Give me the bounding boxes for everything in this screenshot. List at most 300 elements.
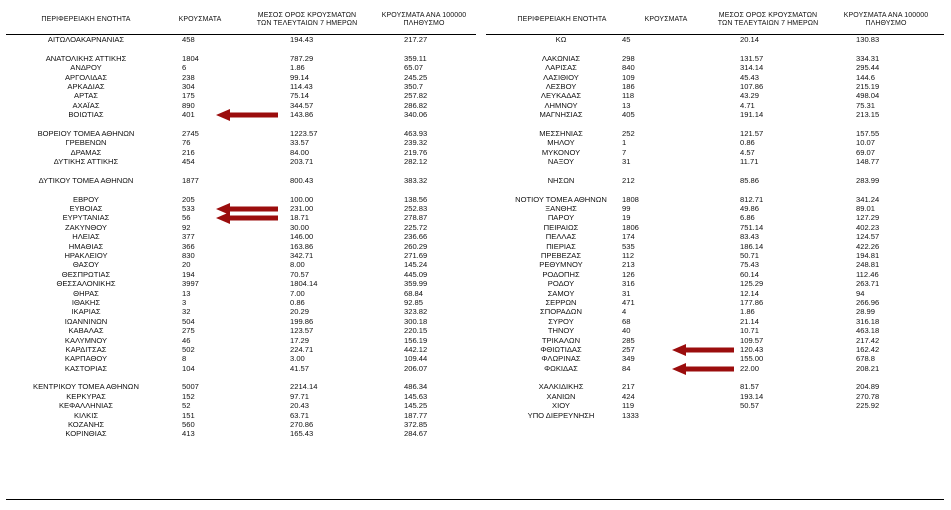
- cell-name: ΒΟΙΩΤΙΑΣ: [68, 110, 104, 120]
- cell-avg7: 12.14: [740, 288, 760, 298]
- cell-cases: 194: [182, 269, 195, 279]
- cell-name: ΚΑΡΔΙΤΣΑΣ: [65, 344, 107, 354]
- cell-cases: 13: [622, 100, 631, 110]
- table-row: [486, 204, 944, 213]
- cell-name: ΛΕΣΒΟΥ: [545, 81, 577, 91]
- cell-name: ΑΙΤΩΛΟΑΚΑΡΝΑΝΙΑΣ: [47, 35, 125, 44]
- left-table-body: [6, 35, 476, 439]
- cell-avg7: 7.00: [290, 288, 305, 298]
- cell-avg7: 85.86: [740, 175, 760, 185]
- cell-avg7: 194.43: [290, 35, 314, 44]
- cell-per100k: 263.71: [856, 279, 880, 289]
- cell-cases: 533: [182, 204, 195, 214]
- cell-per100k: 257.82: [404, 91, 428, 101]
- header-avg7-line1: ΜΕΣΟΣ ΟΡΟΣ ΚΡΟΥΣΜΑΤΩΝ: [257, 12, 357, 19]
- cell-avg7: 1804.14: [290, 279, 318, 289]
- cell-cases: 19: [622, 213, 631, 223]
- cell-cases: 151: [182, 410, 195, 420]
- cell-cases: 316: [622, 279, 635, 289]
- table-row: [6, 270, 476, 279]
- cell-cases: 31: [622, 288, 631, 298]
- table-row: [486, 382, 944, 391]
- cell-avg7: 50.71: [740, 250, 760, 260]
- cell-cases: 52: [182, 401, 191, 411]
- cell-avg7: 344.57: [290, 100, 314, 110]
- cell-avg7: 120.43: [740, 344, 764, 354]
- cell-avg7: 177.86: [740, 297, 764, 307]
- header-per100k-line1: ΚΡΟΥΣΜΑΤΑ ΑΝΑ 100000: [381, 12, 467, 19]
- table-row: [6, 242, 476, 251]
- cell-avg7: 155.00: [740, 354, 764, 364]
- table-row: [486, 270, 944, 279]
- cell-name: ΛΗΜΝΟΥ: [544, 100, 578, 110]
- cell-avg7: 0.86: [290, 297, 305, 307]
- table-row: [486, 82, 944, 91]
- spacer-row: [6, 166, 476, 175]
- cell-avg7: 60.14: [740, 269, 760, 279]
- cell-per100k: 92.85: [404, 297, 424, 307]
- table-row: [486, 326, 944, 335]
- cell-name: ΤΡΙΚΑΛΩΝ: [541, 335, 581, 345]
- cell-per100k: 260.29: [404, 241, 428, 251]
- table-row: [6, 420, 476, 429]
- table-row: [6, 382, 476, 391]
- cell-name: ΧΙΟΥ: [552, 401, 570, 411]
- table-row: [486, 91, 944, 100]
- header-per100k: [374, 12, 474, 28]
- table-row: [6, 298, 476, 307]
- cell-per100k: 28.99: [856, 307, 876, 317]
- table-row: [6, 129, 476, 138]
- cell-per100k: 112.46: [856, 269, 879, 279]
- cell-per100k: 442.12: [404, 344, 428, 354]
- cell-cases: 7: [622, 147, 627, 157]
- cell-name: ΣΠΟΡΑΔΩΝ: [540, 307, 582, 317]
- header-region: ΠΕΡΙΦΕΡΕΙΑΚΗ ΕΝΟΤΗΤΑ: [41, 16, 131, 23]
- cell-avg7: 314.14: [740, 63, 764, 73]
- table-row: [6, 54, 476, 63]
- cell-cases: 238: [182, 72, 195, 82]
- cell-cases: 377: [182, 232, 195, 242]
- cell-cases: 405: [622, 110, 635, 120]
- cell-avg7: 812.71: [740, 194, 764, 204]
- table-row: [486, 232, 944, 241]
- cell-per100k: 295.44: [856, 63, 880, 73]
- cell-avg7: 2214.14: [290, 382, 318, 392]
- cell-cases: 205: [182, 194, 195, 204]
- cell-name: ΛΑΡΙΣΑΣ: [545, 63, 577, 73]
- cell-per100k: 208.21: [856, 363, 880, 373]
- cell-per100k: 239.32: [404, 138, 428, 148]
- cell-name: ΔΥΤΙΚΗΣ ΑΤΤΙΚΗΣ: [53, 157, 119, 167]
- cell-name: ΒΟΡΕΙΟΥ ΤΟΜΕΑ ΑΘΗΝΩΝ: [37, 128, 135, 138]
- cell-avg7: 107.86: [740, 81, 764, 91]
- cell-name: ΠΕΙΡΑΙΩΣ: [543, 222, 579, 232]
- cell-per100k: 225.92: [856, 401, 880, 411]
- cell-per100k: 283.99: [856, 175, 880, 185]
- cell-cases: 401: [182, 110, 195, 120]
- cell-per100k: 278.87: [404, 213, 428, 223]
- cell-cases: 298: [622, 53, 635, 63]
- table-row: [6, 73, 476, 82]
- cell-per100k: 340.06: [404, 110, 428, 120]
- cell-name: ΛΑΣΙΘΙΟΥ: [543, 72, 579, 82]
- cell-cases: 366: [182, 241, 195, 251]
- table-row: [6, 317, 476, 326]
- cell-name: ΞΑΝΘΗΣ: [545, 204, 577, 214]
- cell-per100k: 334.31: [856, 53, 880, 63]
- cell-avg7: 6.86: [740, 213, 755, 223]
- cell-name: ΠΙΕΡΙΑΣ: [546, 241, 576, 251]
- cell-name: ΥΠΟ ΔΙΕΡΕΥΝΗΣΗ: [527, 410, 595, 420]
- cell-per100k: 445.09: [404, 269, 428, 279]
- cell-per100k: 219.76: [404, 147, 428, 157]
- table-row: [6, 35, 476, 44]
- cell-avg7: 1.86: [740, 307, 755, 317]
- table-row: [6, 401, 476, 410]
- cell-cases: 6: [182, 63, 187, 73]
- right-table: [486, 8, 944, 420]
- left-table-header: [6, 8, 476, 35]
- table-row: [6, 91, 476, 100]
- cell-per100k: 145.25: [404, 401, 428, 411]
- cell-name: ΚΟΖΑΝΗΣ: [67, 420, 105, 430]
- cell-name: ΚΕΝΤΡΙΚΟΥ ΤΟΜΕΑ ΑΘΗΝΩΝ: [33, 382, 139, 392]
- table-row: [486, 157, 944, 166]
- cell-per100k: 486.34: [404, 382, 428, 392]
- table-row: [6, 138, 476, 147]
- cell-name: ΑΡΓΟΛΙΔΑΣ: [64, 72, 108, 82]
- cell-cases: 92: [182, 222, 191, 232]
- cell-cases: 68: [622, 316, 631, 326]
- cell-name: ΘΕΣΠΡΩΤΙΑΣ: [61, 269, 111, 279]
- cell-avg7: 3.00: [290, 354, 305, 364]
- cell-per100k: 68.84: [404, 288, 424, 298]
- cell-name: ΤΗΝΟΥ: [547, 326, 575, 336]
- table-row: [6, 336, 476, 345]
- cell-per100k: 284.67: [404, 429, 428, 439]
- header-per100k-line1: ΚΡΟΥΣΜΑΤΑ ΑΝΑ 100000: [843, 12, 929, 19]
- cell-cases: 535: [622, 241, 635, 251]
- cell-name: ΝΗΣΩΝ: [547, 175, 575, 185]
- cell-cases: 84: [622, 363, 631, 373]
- cell-cases: 45: [622, 35, 631, 44]
- cell-avg7: 100.00: [290, 194, 314, 204]
- cell-avg7: 199.86: [290, 316, 314, 326]
- cell-cases: 13: [182, 288, 191, 298]
- table-row: [486, 213, 944, 222]
- cell-avg7: 1223.57: [290, 128, 318, 138]
- table-row: [486, 392, 944, 401]
- cell-per100k: 678.8: [856, 354, 876, 364]
- cell-cases: 2745: [182, 128, 199, 138]
- cell-avg7: 203.71: [290, 157, 314, 167]
- cell-per100k: 213.15: [856, 110, 880, 120]
- table-row: [486, 317, 944, 326]
- spacer-row: [6, 44, 476, 53]
- cell-name: ΚΑΛΥΜΝΟΥ: [64, 335, 108, 345]
- cell-name: ΜΑΓΝΗΣΙΑΣ: [539, 110, 583, 120]
- cell-avg7: 787.29: [290, 53, 314, 63]
- cell-avg7: 20.29: [290, 307, 310, 317]
- cell-cases: 5007: [182, 382, 199, 392]
- header-cases: ΚΡΟΥΣΜΑΤΑ: [178, 16, 222, 23]
- cell-cases: 175: [182, 91, 195, 101]
- highlight-arrow-icon: [672, 344, 736, 356]
- cell-name: ΛΑΚΩΝΙΑΣ: [541, 53, 581, 63]
- cell-cases: 424: [622, 391, 635, 401]
- cell-per100k: 498.04: [856, 91, 880, 101]
- cell-avg7: 109.57: [740, 335, 764, 345]
- cell-avg7: 231.00: [290, 204, 314, 214]
- cell-avg7: 4.71: [740, 100, 755, 110]
- table-row: [6, 345, 476, 354]
- cell-per100k: 215.19: [856, 81, 880, 91]
- table-row: [486, 63, 944, 72]
- cell-per100k: 463.93: [404, 128, 428, 138]
- cell-avg7: 75.14: [290, 91, 310, 101]
- cell-per100k: 220.15: [404, 326, 428, 336]
- cell-name: ΑΡΤΑΣ: [74, 91, 98, 101]
- cell-name: ΜΕΣΣΗΝΙΑΣ: [539, 128, 583, 138]
- cell-name: ΚΟΡΙΝΘΙΑΣ: [65, 429, 107, 439]
- table-row: [6, 429, 476, 438]
- cell-avg7: 8.00: [290, 260, 305, 270]
- cell-cases: 504: [182, 316, 195, 326]
- cell-name: ΓΡΕΒΕΝΩΝ: [65, 138, 107, 148]
- right-table-header: [486, 8, 944, 35]
- cell-name: ΦΩΚΙΔΑΣ: [544, 363, 578, 373]
- cell-name: ΛΕΥΚΑΔΑΣ: [540, 91, 582, 101]
- cell-avg7: 22.00: [740, 363, 760, 373]
- header-avg7-line2: ΤΩΝ ΤΕΛΕΥΤΑΙΩΝ 7 ΗΜΕΡΩΝ: [256, 20, 358, 27]
- table-row: [6, 326, 476, 335]
- cell-per100k: 127.29: [856, 213, 880, 223]
- cell-name: ΦΛΩΡΙΝΑΣ: [541, 354, 581, 364]
- cell-cases: 40: [622, 326, 631, 336]
- cell-avg7: 143.86: [290, 110, 314, 120]
- cell-per100k: 145.24: [404, 260, 428, 270]
- cell-cases: 119: [622, 401, 635, 411]
- cell-avg7: 800.43: [290, 175, 314, 185]
- cell-per100k: 75.31: [856, 100, 876, 110]
- table-row: [6, 392, 476, 401]
- table-row: [6, 289, 476, 298]
- cell-avg7: 165.43: [290, 429, 314, 439]
- table-row: [6, 364, 476, 373]
- cell-per100k: 245.25: [404, 72, 428, 82]
- cell-avg7: 4.57: [740, 147, 755, 157]
- cell-per100k: 422.26: [856, 241, 880, 251]
- cell-per100k: 217.27: [404, 35, 428, 44]
- cell-cases: 1806: [622, 222, 639, 232]
- cell-cases: 31: [622, 157, 631, 167]
- cell-avg7: 20.14: [740, 35, 760, 44]
- cell-name: ΣΑΜΟΥ: [547, 288, 575, 298]
- cell-name: ΗΛΕΙΑΣ: [72, 232, 100, 242]
- cell-cases: 20: [182, 260, 191, 270]
- cell-per100k: 225.72: [404, 222, 428, 232]
- cell-cases: 216: [182, 147, 195, 157]
- cell-per100k: 144.6: [856, 72, 876, 82]
- cell-per100k: 156.19: [404, 335, 428, 345]
- cell-per100k: 286.82: [404, 100, 428, 110]
- cell-avg7: 342.71: [290, 250, 314, 260]
- cell-avg7: 125.29: [740, 279, 764, 289]
- cell-cases: 252: [622, 128, 635, 138]
- cell-name: ΘΑΣΟΥ: [72, 260, 100, 270]
- cell-per100k: 341.24: [856, 194, 880, 204]
- header-avg7-line2: ΤΩΝ ΤΕΛΕΥΤΑΙΩΝ 7 ΗΜΕΡΩΝ: [717, 20, 819, 27]
- cell-avg7: 81.57: [740, 382, 760, 392]
- cell-avg7: 123.57: [290, 326, 314, 336]
- cell-cases: 285: [622, 335, 635, 345]
- table-row: [6, 176, 476, 185]
- cell-avg7: 41.57: [290, 363, 310, 373]
- table-row: [486, 289, 944, 298]
- spacer-row: [486, 120, 944, 129]
- cell-cases: 112: [622, 250, 635, 260]
- cell-cases: 76: [182, 138, 191, 148]
- cell-avg7: 193.14: [740, 391, 764, 401]
- cell-per100k: 162.42: [856, 344, 880, 354]
- spacer-row: [486, 185, 944, 194]
- cell-per100k: 372.85: [404, 420, 428, 430]
- cell-name: ΗΡΑΚΛΕΙΟΥ: [64, 250, 108, 260]
- cell-avg7: 191.14: [740, 110, 764, 120]
- cell-per100k: 316.18: [856, 316, 880, 326]
- header-cases: ΚΡΟΥΣΜΑΤΑ: [644, 16, 688, 23]
- table-row: [486, 148, 944, 157]
- cell-name: ΘΗΡΑΣ: [73, 288, 99, 298]
- cell-name: ΔΥΤΙΚΟΥ ΤΟΜΕΑ ΑΘΗΝΩΝ: [38, 175, 134, 185]
- cell-name: ΔΡΑΜΑΣ: [70, 147, 102, 157]
- cell-per100k: 271.69: [404, 250, 428, 260]
- spacer-row: [6, 373, 476, 382]
- cell-cases: 3997: [182, 279, 199, 289]
- cell-avg7: 50.57: [740, 401, 760, 411]
- cell-name: ΑΝΔΡΟΥ: [70, 63, 102, 73]
- cell-per100k: 300.18: [404, 316, 428, 326]
- cell-per100k: 130.83: [856, 35, 880, 44]
- cell-avg7: 224.71: [290, 344, 314, 354]
- cell-name: ΑΡΚΑΔΙΑΣ: [67, 81, 105, 91]
- cell-per100k: 270.78: [856, 391, 880, 401]
- cell-name: ΧΑΛΚΙΔΙΚΗΣ: [538, 382, 584, 392]
- cell-per100k: 359.11: [404, 53, 427, 63]
- spacer-row: [486, 166, 944, 175]
- cell-name: ΕΒΡΟΥ: [73, 194, 99, 204]
- cell-name: ΚΕΦΑΛΛΗΝΙΑΣ: [58, 401, 114, 411]
- table-row: [486, 176, 944, 185]
- table-row: [6, 307, 476, 316]
- cell-avg7: 11.71: [740, 157, 759, 167]
- header-avg7: [252, 12, 362, 28]
- cell-cases: 1804: [182, 53, 199, 63]
- cell-per100k: 282.12: [404, 157, 428, 167]
- cell-avg7: 20.43: [290, 401, 310, 411]
- cell-name: ΣΥΡΟΥ: [548, 316, 574, 326]
- spacer-row: [6, 120, 476, 129]
- cell-cases: 830: [182, 250, 195, 260]
- cell-cases: 118: [622, 91, 635, 101]
- cell-cases: 56: [182, 213, 191, 223]
- cell-avg7: 0.86: [740, 138, 755, 148]
- cell-cases: 560: [182, 420, 195, 430]
- cell-avg7: 270.86: [290, 420, 314, 430]
- cell-avg7: 21.14: [740, 316, 760, 326]
- table-bottom-rule: [6, 499, 944, 500]
- cell-cases: 32: [182, 307, 191, 317]
- cell-avg7: 84.00: [290, 147, 310, 157]
- cell-cases: 458: [182, 35, 195, 44]
- cell-name: ΡΕΘΥΜΝΟΥ: [539, 260, 583, 270]
- cell-cases: 152: [182, 391, 195, 401]
- cell-cases: 3: [182, 297, 187, 307]
- cell-cases: 126: [622, 269, 635, 279]
- cell-avg7: 63.71: [290, 410, 310, 420]
- cell-avg7: 114.43: [290, 81, 313, 91]
- cell-per100k: 248.81: [856, 260, 880, 270]
- header-region: ΠΕΡΙΦΕΡΕΙΑΚΗ ΕΝΟΤΗΤΑ: [517, 16, 607, 23]
- cell-avg7: 83.43: [740, 232, 760, 242]
- table-row: [486, 101, 944, 110]
- cell-avg7: 97.71: [290, 391, 310, 401]
- cell-cases: 454: [182, 157, 195, 167]
- cell-per100k: 138.56: [404, 194, 428, 204]
- cell-cases: 413: [182, 429, 195, 439]
- cell-name: ΠΡΕΒΕΖΑΣ: [540, 250, 582, 260]
- cell-per100k: 266.96: [856, 297, 880, 307]
- spacer-row: [6, 185, 476, 194]
- cell-name: ΝΑΞΟΥ: [547, 157, 575, 167]
- cell-cases: 99: [622, 204, 631, 214]
- cell-per100k: 148.77: [856, 157, 880, 167]
- cell-per100k: 463.18: [856, 326, 880, 336]
- cell-per100k: 109.44: [404, 354, 428, 364]
- cell-cases: 186: [622, 81, 635, 91]
- table-row: [6, 260, 476, 269]
- table-row: [6, 411, 476, 420]
- cell-per100k: 124.57: [856, 232, 880, 242]
- cell-name: ΠΕΛΛΑΣ: [545, 232, 577, 242]
- table-row: [486, 73, 944, 82]
- cell-per100k: 323.82: [404, 307, 428, 317]
- cell-avg7: 18.71: [290, 213, 310, 223]
- table-row: [486, 251, 944, 260]
- cell-cases: 275: [182, 326, 195, 336]
- cell-name: ΚΙΛΚΙΣ: [73, 410, 99, 420]
- cell-name: ΗΜΑΘΙΑΣ: [68, 241, 104, 251]
- cell-avg7: 751.14: [740, 222, 764, 232]
- cell-avg7: 146.00: [290, 232, 314, 242]
- cell-name: ΑΧΑΪΑΣ: [72, 100, 100, 110]
- cell-name: ΚΑΡΠΑΘΟΥ: [64, 354, 108, 364]
- table-row: [486, 411, 944, 420]
- cell-name: ΜΥΚΟΝΟΥ: [541, 147, 581, 157]
- cell-cases: 4: [622, 307, 627, 317]
- cell-avg7: 17.29: [290, 335, 310, 345]
- table-row: [6, 157, 476, 166]
- cell-avg7: 75.43: [740, 260, 760, 270]
- highlight-arrow-icon: [216, 212, 280, 224]
- cell-cases: 8: [182, 354, 187, 364]
- cell-avg7: 70.57: [290, 269, 310, 279]
- cell-avg7: 186.14: [740, 241, 764, 251]
- cell-avg7: 131.57: [740, 53, 764, 63]
- cell-name: ΡΟΔΟΠΗΣ: [542, 269, 580, 279]
- table-row: [486, 110, 944, 119]
